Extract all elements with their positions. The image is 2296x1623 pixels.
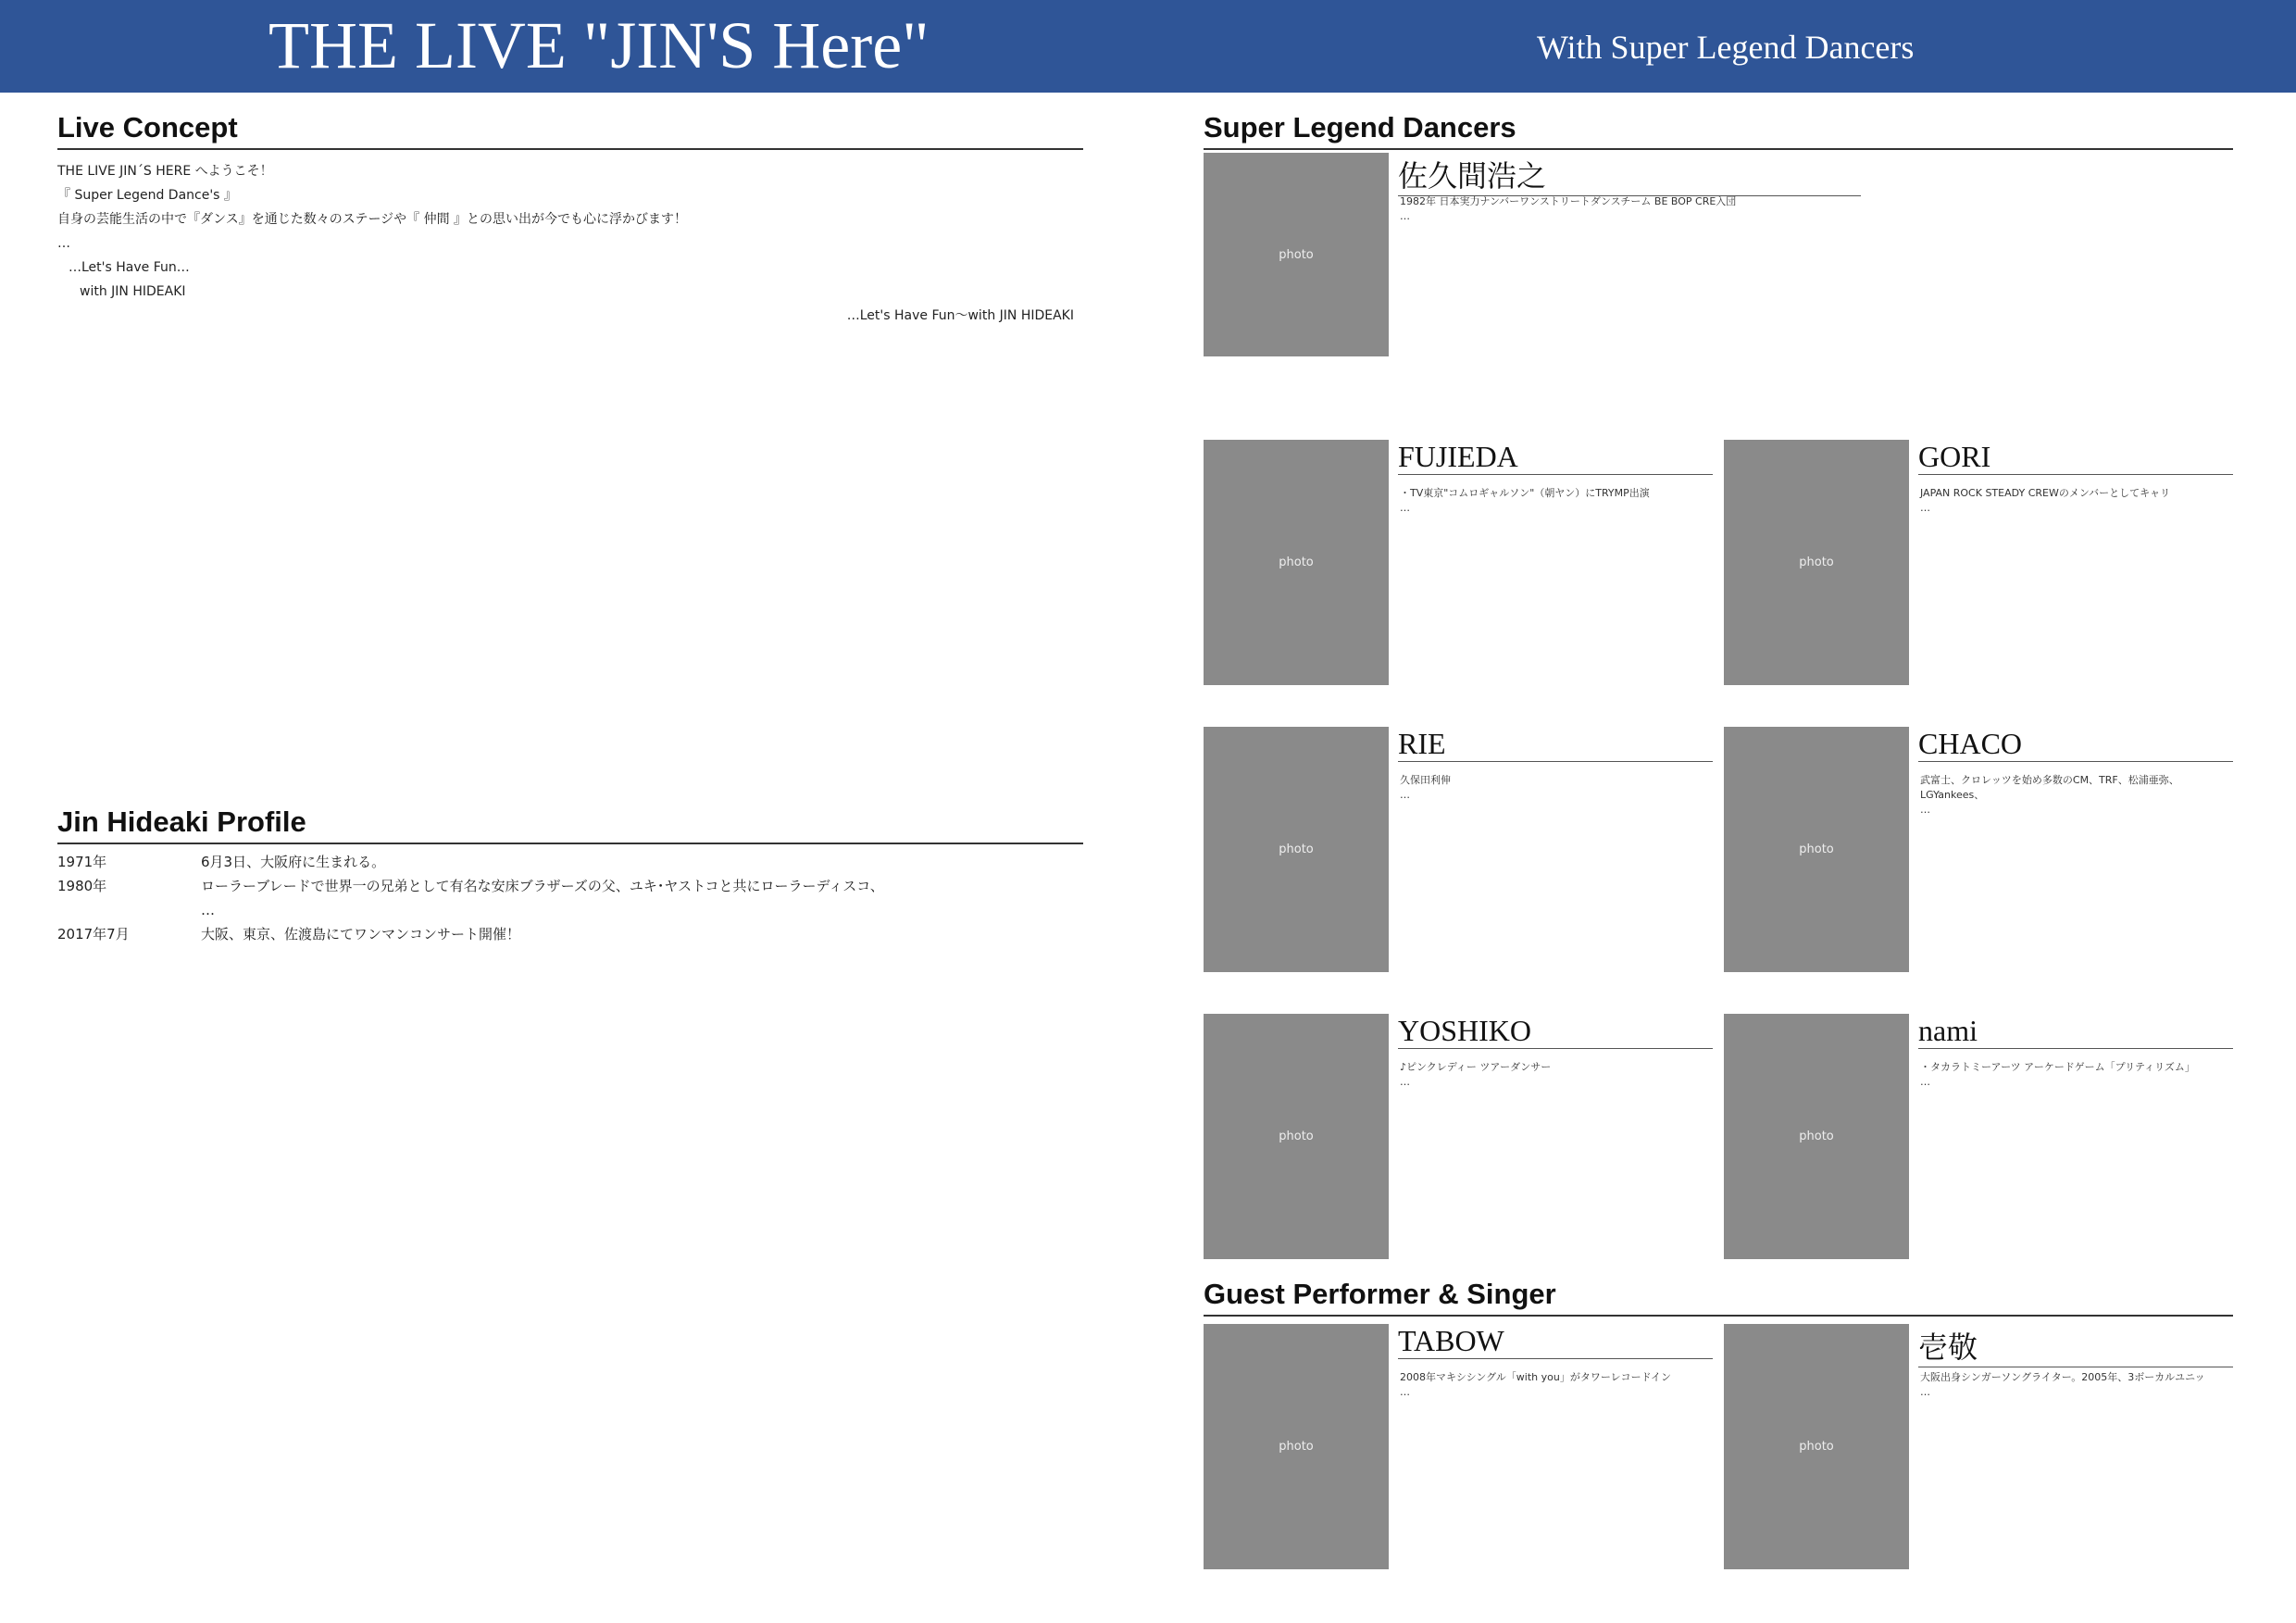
concept-line: THE LIVE JIN´S HERE へようこそ！ <box>57 164 273 179</box>
bio-line: … <box>1400 210 1410 222</box>
bio-line: ・TV東京"コムロギャルソン"（朝ヤン）にTRYMP出演 <box>1400 487 1650 499</box>
profile-row <box>57 922 1083 946</box>
dancer-name: YOSHIKO <box>1398 1014 1713 1049</box>
concept-line: with JIN HIDEAKI <box>80 284 186 299</box>
concept-line: …Let's Have Fun… <box>69 260 190 275</box>
profile-row <box>57 850 1083 874</box>
profile-text: 大阪、東京、佐渡島にてワンマンコンサート開催！ <box>201 926 521 943</box>
dancer-name: FUJIEDA <box>1398 440 1713 475</box>
bio-line: ♪ピンクレディー ツアーダンサー <box>1400 1061 1552 1073</box>
profile-year: 1980年 <box>57 878 107 894</box>
dancer-name: 佐久間浩之 <box>1398 153 1861 196</box>
dancer-bio <box>1400 194 2140 224</box>
profile-row <box>57 898 1083 922</box>
bio-line: … <box>1920 1076 1930 1088</box>
live-concept-text <box>57 159 1083 328</box>
dancer-photo: photo <box>1724 727 1909 972</box>
guest-photo: photo <box>1204 1324 1389 1569</box>
bio-line: 2008年マキシシングル「with you」がタワーレコードイン <box>1400 1371 1672 1383</box>
dancer-name: CHACO <box>1918 727 2233 762</box>
dancer-photo: photo <box>1204 1014 1389 1259</box>
dancer-bio <box>1920 1060 2230 1090</box>
bio-line: 大阪出身シンガーソングライター。2005年、3ボーカルユニッ <box>1920 1371 2205 1383</box>
dancer-name: GORI <box>1918 440 2233 475</box>
dancer-bio <box>1400 486 1715 516</box>
profile-year <box>57 898 201 922</box>
profile-text: 6月3日、大阪府に生まれる。 <box>201 854 386 870</box>
profile-text: … <box>201 902 215 918</box>
guests-heading: Guest Performer & Singer <box>1204 1278 2233 1317</box>
dancer-photo: photo <box>1724 1014 1909 1259</box>
profile-text: ローラーブレードで世界一の兄弟として有名な安床ブラザーズの父、ユキ･ヤストコと共にローラーディスコ、 <box>201 878 884 894</box>
live-concept-heading: Live Concept <box>57 111 1083 150</box>
profile-row <box>57 874 1083 898</box>
dancer-bio <box>1400 1060 1715 1090</box>
guest-bio <box>1400 1370 1715 1400</box>
bio-line: … <box>1400 1076 1410 1088</box>
dancer-name: nami <box>1918 1014 2233 1049</box>
dancer-bio <box>1920 486 2230 516</box>
bio-line: … <box>1920 1386 1930 1398</box>
bio-line: JAPAN ROCK STEADY CREWのメンバーとしてキャリ <box>1920 487 2171 499</box>
concept-line: … <box>57 236 70 251</box>
bio-line: … <box>1920 502 1930 514</box>
dancer-bio <box>1400 773 1715 803</box>
dancers-heading: Super Legend Dancers <box>1204 111 2233 150</box>
dancer-photo: photo <box>1204 440 1389 685</box>
bio-line: … <box>1400 502 1410 514</box>
bio-line: ・タカラトミーアーツ アーケードゲーム「プリティリズム」 <box>1920 1061 2195 1073</box>
dancer-photo: photo <box>1204 153 1389 356</box>
profile-heading: Jin Hideaki Profile <box>57 805 1083 844</box>
page-title: THE LIVE "JIN'S Here" <box>268 8 930 82</box>
concept-line: 『 Super Legend Dance's 』 <box>57 188 237 203</box>
guest-bio <box>1920 1370 2230 1400</box>
dancer-name: RIE <box>1398 727 1713 762</box>
profile-year: 1971年 <box>57 854 107 870</box>
dancer-bio <box>1920 773 2230 818</box>
guest-photo: photo <box>1724 1324 1909 1569</box>
bio-line: 久保田利伸 <box>1400 774 1451 786</box>
guest-name: 壱敬 <box>1918 1324 2233 1367</box>
concept-line: 自身の芸能生活の中で『ダンス』を通じた数々のステージや『 仲間 』との思い出が今でも心に浮かびます！ <box>57 212 688 227</box>
bio-line: 武富士、クロレッツを始め多数のCM、TRF、松浦亜弥、LGYankees、 <box>1920 774 2179 801</box>
dancer-photo: photo <box>1724 440 1909 685</box>
concept-closing: …Let's Have Fun〜with JIN HIDEAKI <box>846 308 1074 323</box>
bio-line: … <box>1400 1386 1410 1398</box>
bio-line: … <box>1400 789 1410 801</box>
page-subtitle: With Super Legend Dancers <box>1537 29 1915 66</box>
bio-line: 1982年 日本実力ナンバーワンストリートダンスチーム BE BOP CRE入団 <box>1400 195 1737 207</box>
bio-line: … <box>1920 804 1930 816</box>
guest-name: TABOW <box>1398 1324 1713 1359</box>
profile-timeline <box>57 850 1083 946</box>
title-banner <box>0 0 2296 93</box>
dancer-photo: photo <box>1204 727 1389 972</box>
profile-year: 2017年7月 <box>57 926 130 943</box>
